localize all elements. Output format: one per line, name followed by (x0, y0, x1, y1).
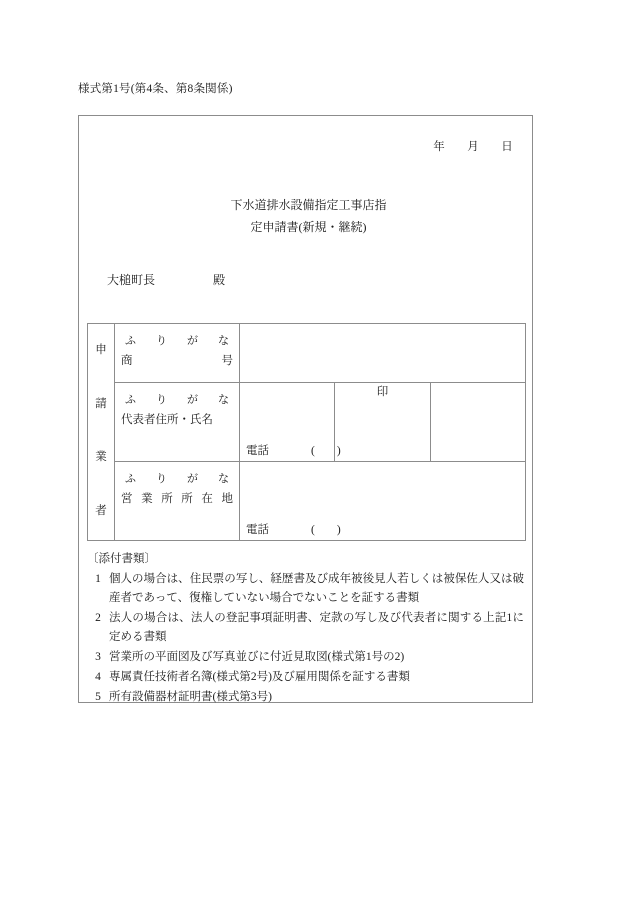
date-month-label: 月 (467, 141, 479, 153)
tel-close-paren: ) (336, 524, 341, 536)
attachment-number: 2 (95, 612, 101, 624)
representative-label: 代表者住所・氏名 (121, 414, 213, 426)
addressee-line (107, 271, 225, 288)
spine-char-2: 請 (95, 397, 107, 410)
attachment-text: 所有設備器材証明書(様式第3号) (109, 691, 272, 703)
date-year-label: 年 (433, 141, 445, 153)
furigana-label-row2 (121, 390, 233, 410)
tel-open-paren: ( (311, 445, 315, 457)
office-char-4: 所 (181, 493, 193, 505)
tel-label: 電話 (246, 524, 269, 536)
list-item (87, 570, 524, 608)
spine-char-1: 申 (95, 344, 107, 356)
attachment-text: 個人の場合は、住民票の写し、経歴書及び成年被後見人若しくは被保佐人又は破産者であって、復権していない場合でないことを証する書類 (109, 573, 524, 604)
tel-close-paren: ) (336, 445, 341, 457)
seal-blank-cell[interactable] (430, 383, 525, 462)
trade-name-label (121, 351, 233, 371)
representative-input-cell[interactable] (240, 383, 341, 462)
furigana-char-1: ふ (125, 394, 136, 406)
attachment-number: 5 (95, 691, 101, 703)
attachment-text: 法人の場合は、法人の登記事項証明書、定款の写し及び代表者に関する上記1に定める書類 (109, 612, 524, 643)
furigana-char-2: り (156, 473, 167, 485)
form-outer-frame (78, 115, 533, 703)
spine-char-4: 者 (95, 504, 107, 517)
trade-name-label-cell (115, 324, 240, 383)
office-address-input-cell[interactable] (240, 462, 526, 541)
attachment-number: 3 (95, 651, 101, 663)
furigana-char-1: ふ (125, 473, 136, 485)
furigana-char-4: な (218, 394, 229, 406)
representative-label-cell (115, 383, 240, 462)
office-char-1: 営 (121, 493, 133, 505)
office-char-6: 地 (221, 493, 233, 505)
tel-open-paren: ( (311, 524, 315, 536)
furigana-char-4: な (218, 335, 229, 347)
table-row (88, 462, 526, 541)
attachment-number: 4 (95, 671, 101, 683)
furigana-char-3: が (187, 394, 198, 406)
seal-cell[interactable]: 印 (335, 383, 430, 462)
applicant-table (87, 323, 526, 541)
office-char-2: 業 (141, 493, 153, 505)
attachments-section (87, 550, 524, 708)
tel-paren (311, 524, 341, 536)
attachment-text: 営業所の平面図及び写真並びに付近見取図(様式第1号の2) (109, 651, 405, 663)
office-tel-line (246, 521, 341, 537)
addressee-name: 大槌町長 (107, 273, 156, 287)
furigana-char-3: が (187, 473, 198, 485)
furigana-char-4: な (218, 473, 229, 485)
representative-tel-line (246, 442, 341, 458)
trade-name-input-cell[interactable] (240, 324, 526, 383)
list-item (87, 609, 524, 647)
list-item (87, 648, 524, 667)
furigana-label-row1 (121, 331, 233, 351)
tel-paren (311, 445, 341, 457)
attachments-heading: 〔添付書類〕 (87, 553, 156, 565)
trade-name-char-1: 商 (121, 355, 133, 367)
table-row (88, 383, 526, 462)
form-number-caption: 様式第1号(第4条、第8条関係) (78, 83, 233, 95)
furigana-char-1: ふ (125, 335, 136, 347)
tel-label: 電話 (246, 445, 269, 457)
list-item (87, 688, 524, 707)
office-address-label-cell (115, 462, 240, 541)
furigana-char-2: り (156, 335, 167, 347)
furigana-label-row3 (121, 469, 233, 489)
furigana-char-3: が (187, 335, 198, 347)
office-char-5: 在 (201, 493, 213, 505)
furigana-char-2: り (156, 394, 167, 406)
office-address-label (121, 489, 233, 509)
attachments-list (87, 570, 524, 707)
document-title (79, 194, 532, 238)
addressee-honorific: 殿 (213, 273, 226, 287)
trade-name-char-2: 号 (221, 355, 233, 367)
document-title-line1: 下水道排水設備指定工事店指 (230, 198, 387, 212)
table-row (88, 324, 526, 383)
date-line (422, 138, 524, 154)
list-item (87, 668, 524, 687)
attachment-text: 専属責任技術者名簿(様式第2号)及び雇用関係を証する書類 (109, 671, 410, 683)
document-title-line2: 定申請書(新規・継続) (250, 220, 367, 234)
spine-char-3: 業 (95, 451, 107, 463)
applicant-spine-label (88, 324, 115, 541)
office-char-3: 所 (161, 493, 173, 505)
attachment-number: 1 (95, 573, 101, 585)
date-day-label: 日 (501, 141, 513, 153)
